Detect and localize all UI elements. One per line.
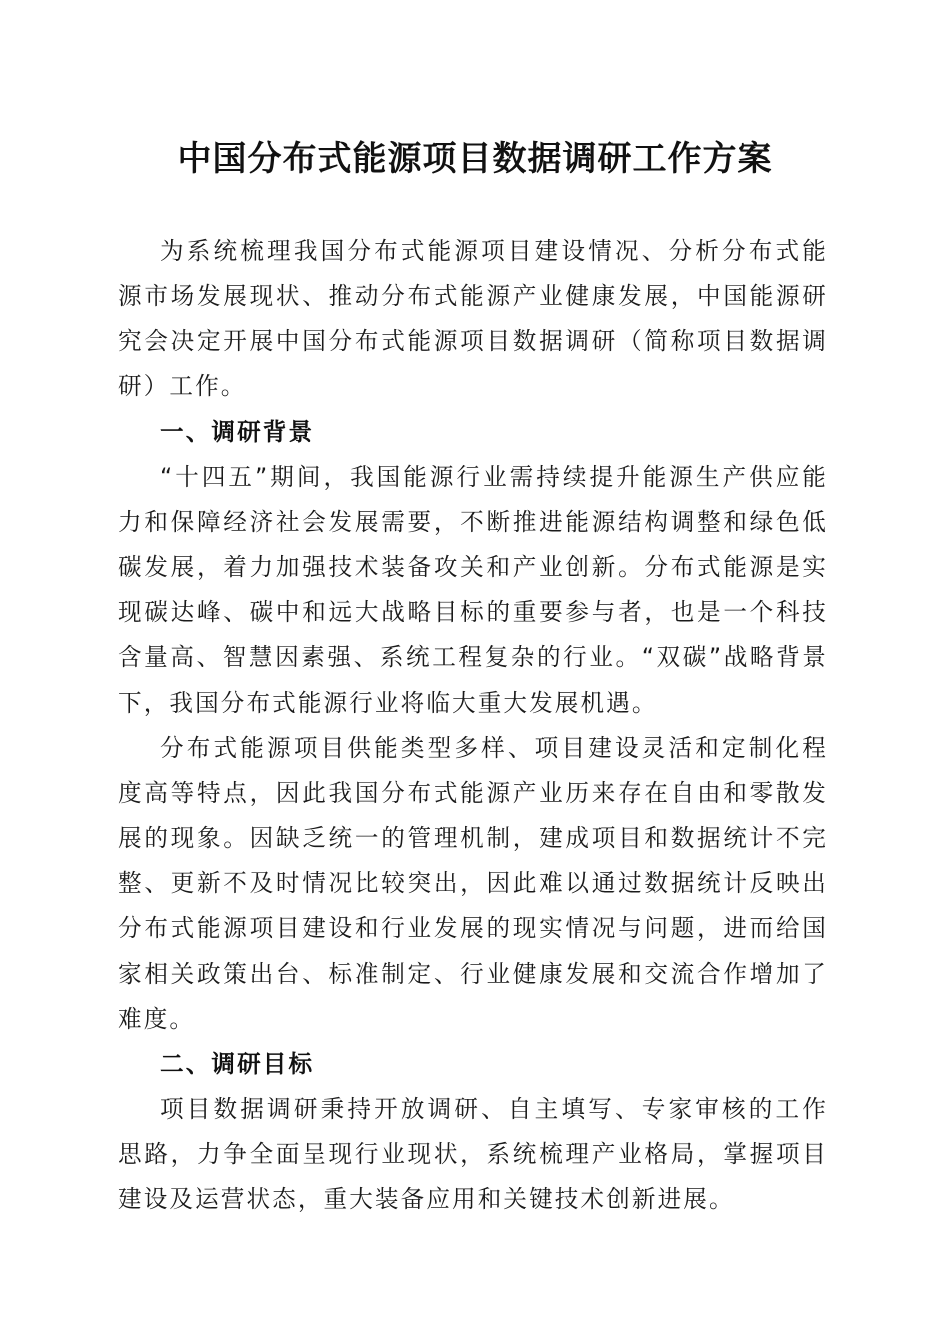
goals-paragraph-1: 项目数据调研秉持开放调研、自主填写、专家审核的工作思路，力争全面呈现行业现状，系统梳理产业格局，掌握项目建设及运营状态，重大装备应用和关键技术创新进展。 <box>118 1094 828 1214</box>
background-paragraph-1: “十四五”期间，我国能源行业需持续提升能源生产供应能力和保障经济社会发展需要，不断推进能源结构调整和绿色低碳发展，着力加强技术装备攻关和产业创新。分布式能源是实现碳达峰、碳中和远大战略目标的重要参与者，也是一个科技含量高、智慧因素强、系统工程复杂的行业。“双碳”战略背景下，我国分布式能源行业将临大重大发展机遇。 <box>118 462 828 717</box>
background-paragraph-2: 分布式能源项目供能类型多样、项目建设灵活和定制化程度高等特点，因此我国分布式能源产业历来存在自由和零散发展的现象。因缺乏统一的管理机制，建成项目和数据统计不完整、更新不及时情况比较突出，因此难以通过数据统计反映出分布式能源项目建设和行业发展的现实情况与问题，进而给国家相关政策出台、标准制定、行业健康发展和交流合作增加了难度。 <box>118 733 828 1033</box>
intro-paragraph: 为系统梳理我国分布式能源项目建设情况、分析分布式能源市场发展现状、推动分布式能源产业健康发展，中国能源研究会决定开展中国分布式能源项目数据调研（简称项目数据调研）工作。 <box>118 237 828 401</box>
section-heading-background: 一、调研背景 <box>160 417 315 446</box>
document-title: 中国分布式能源项目数据调研工作方案 <box>177 139 773 179</box>
document-body <box>118 229 828 1222</box>
section-heading-goals: 二、调研目标 <box>160 1049 315 1078</box>
